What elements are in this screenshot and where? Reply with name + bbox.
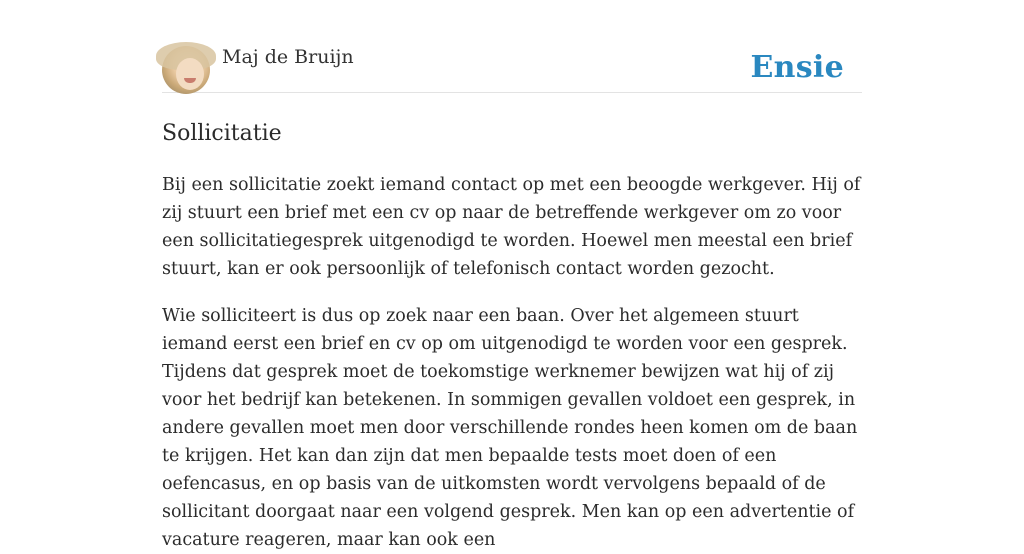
article-card (162, 46, 862, 554)
avatar[interactable] (162, 46, 210, 94)
avatar-face (176, 58, 204, 90)
paragraph-2: Wie solliciteert is dus op zoek naar een baan. Over het algemeen stuurt iemand eerst een brief en cv op om uitgenodigd te worden voor een gesprek. Tijdens dat gesprek moet de toekomstige werknemer bewijzen wat hij of zij voor het bedrijf kan betekenen. In sommigen gevallen voldoet een gesprek, in andere gevallen moet men door verschillende rondes heen komen om de baan te krijgen. Het kan dan zijn dat men bepaalde tests moet doen of een oefencasus, en op basis van de uitkomsten wordt vervolgens bepaald of de sollicitant doorgaat naar een volgend gesprek. Men kan op een advertentie of vacature reageren, maar kan ook een (162, 306, 858, 550)
author-header (162, 46, 862, 93)
page-title: Sollicitatie (162, 121, 282, 146)
author-name-link[interactable]: Maj de Bruijn (222, 46, 354, 68)
paragraph-1: Bij een sollicitatie zoekt iemand contact op met een beoogde werkgever. Hij of zij stuurt een brief met een cv op naar de betreffende werkgever om zo voor een sollicitatiegesprek uitgenodigd te worden. Hoewel men meestal een brief stuurt, kan er ook persoonlijk of telefonisch contact worden gezocht. (162, 175, 861, 279)
ensie-logo[interactable]: Ensie (750, 50, 844, 85)
